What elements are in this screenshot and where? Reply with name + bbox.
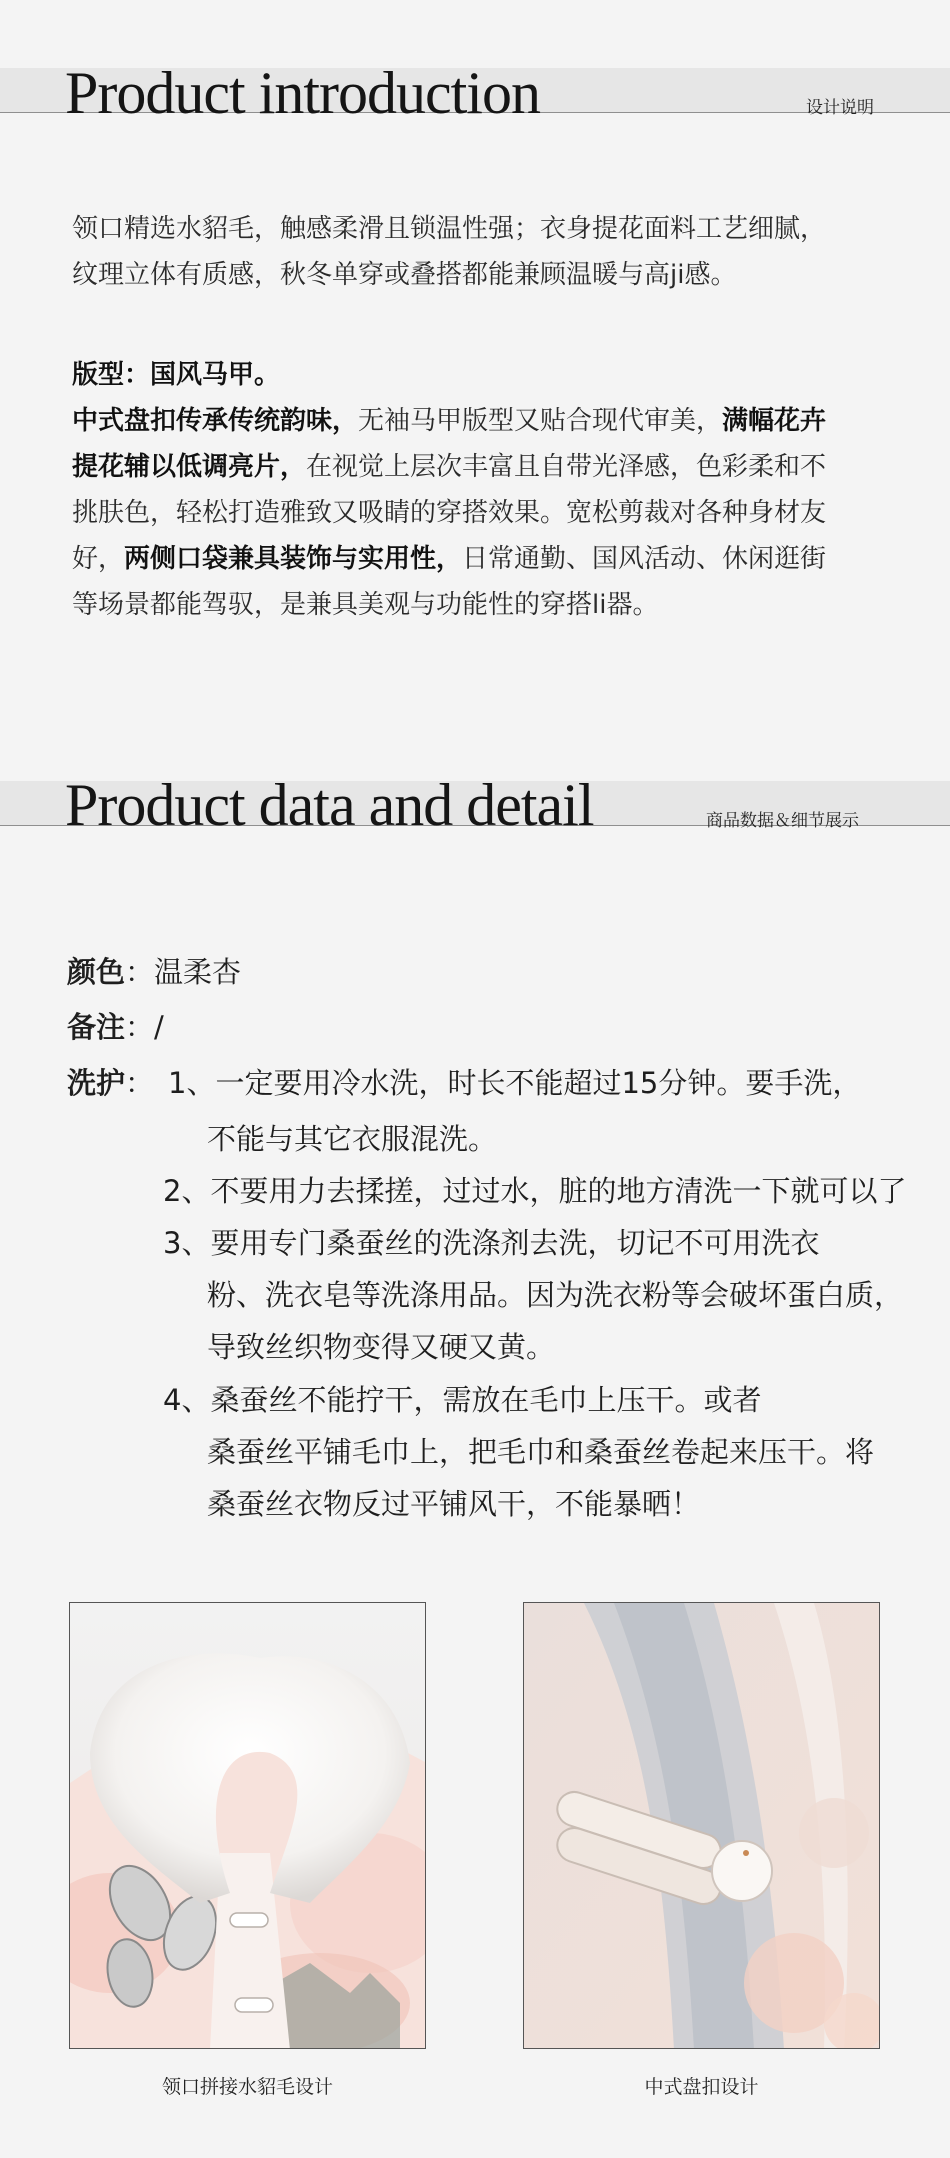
- wash-line-2: 不能与其它衣服混洗。: [207, 1122, 498, 1156]
- collar-detail-photo: [69, 1602, 426, 2049]
- intro-p3-t2: 在视觉上层次丰富且自带光泽感，色彩柔和不: [306, 452, 827, 482]
- intro-paragraph-1: [72, 206, 892, 298]
- color-row: 颜色：温柔杏: [67, 955, 242, 989]
- button-caption: 中式盘扣设计: [644, 2076, 759, 2098]
- intro-p3-b1: 中式盘扣传承传统韵味，: [72, 406, 359, 436]
- wash-label: 洗护: [67, 1066, 126, 1100]
- intro-paragraph-2: [72, 352, 892, 628]
- intro-p3-b3: 提花辅以低调亮片，: [72, 452, 307, 482]
- intro-subtitle: 设计说明: [806, 98, 874, 118]
- wash-line-6: 导致丝织物变得又硬又黄。: [207, 1330, 556, 1364]
- intro-p3-t3: 挑肤色，轻松打造雅致又吸睛的穿搭效果。宽松剪裁对各种身材友: [72, 498, 827, 528]
- note-row: 备注：/: [67, 1010, 164, 1044]
- intro-p3-t6: 等场景都能驾驭，是兼具美观与功能性的穿搭li器。: [72, 590, 659, 620]
- wash-line-7: 4、桑蚕丝不能拧干，需放在毛巾上压干。或者: [163, 1383, 762, 1417]
- intro-p1-line1: 领口精选水貂毛，触感柔滑且锁温性强；衣身提花面料工艺细腻，: [72, 214, 827, 244]
- intro-p3-b4: 两侧口袋兼具装饰与实用性，: [124, 544, 463, 574]
- intro-p3-t1: 无袖马甲版型又贴合现代审美，: [358, 406, 723, 436]
- wash-line-9: 桑蚕丝衣物反过平铺风干，不能暴晒！: [207, 1487, 701, 1521]
- detail-subtitle: 商品数据＆细节展示: [706, 811, 859, 831]
- knot-button-illustration: [524, 1603, 880, 2049]
- color-value: 温柔杏: [154, 955, 242, 989]
- fit-label: 版型：国风马甲。: [72, 360, 281, 390]
- intro-p3-b2: 满幅花卉: [722, 406, 827, 436]
- wash-line-1: 1、一定要用冷水洗，时长不能超过15分钟。要手洗，: [168, 1066, 862, 1100]
- wash-label-row: 洗护：: [67, 1066, 155, 1100]
- note-value: /: [154, 1010, 164, 1044]
- wash-line-3: 2、不要用力去揉搓，过过水，脏的地方清洗一下就可以了: [163, 1174, 907, 1208]
- intro-p3-t5: 日常通勤、国风活动、休闲逛街: [462, 544, 827, 574]
- intro-title: Product introduction: [65, 60, 540, 126]
- note-label: 备注: [67, 1010, 126, 1044]
- color-label: 颜色: [67, 955, 126, 989]
- collar-caption: 领口拼接水貂毛设计: [161, 2076, 333, 2098]
- button-detail-photo: [523, 1602, 880, 2049]
- wash-line-5: 粉、洗衣皂等洗涤用品。因为洗衣粉等会破坏蛋白质，: [207, 1278, 904, 1312]
- collar-illustration: [70, 1603, 426, 2049]
- wash-line-4: 3、要用专门桑蚕丝的洗涤剂去洗，切记不可用洗衣: [163, 1226, 820, 1260]
- wash-line-8: 桑蚕丝平铺毛巾上，把毛巾和桑蚕丝卷起来压干。将: [207, 1435, 875, 1469]
- intro-p1-line2: 纹理立体有质感，秋冬单穿或叠搭都能兼顾温暖与高ji感。: [72, 260, 737, 290]
- detail-title: Product data and detail: [65, 772, 594, 838]
- intro-p3-t4: 好，: [72, 544, 125, 574]
